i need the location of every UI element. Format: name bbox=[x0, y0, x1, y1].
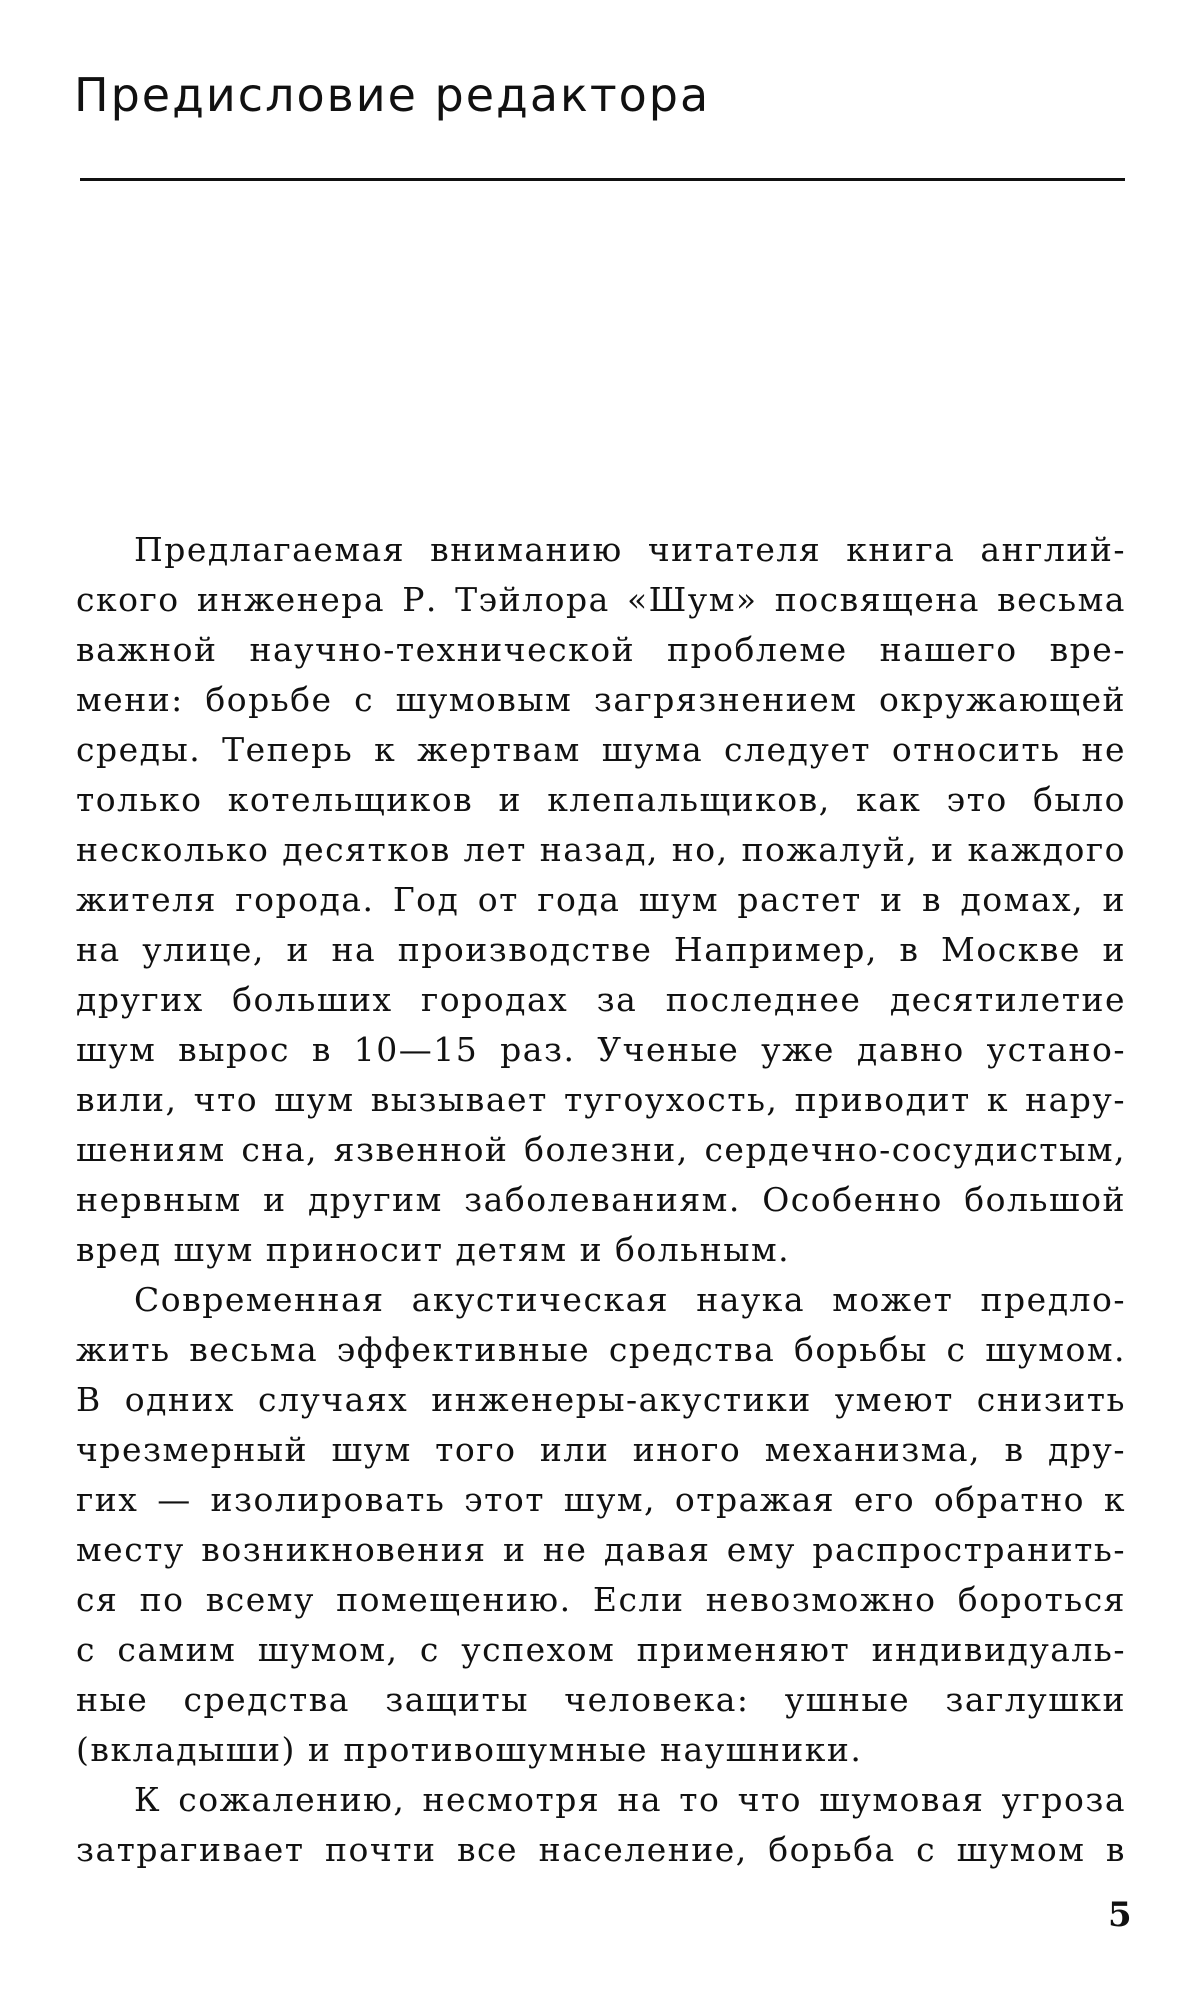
page-number: 5 bbox=[1108, 1895, 1132, 1935]
text-line: шум вырос в 10—15 раз. Ученые уже давно устано- bbox=[76, 1030, 1126, 1069]
text-line: вили, что шум вызывает тугоухость, приводит к нару- bbox=[76, 1080, 1126, 1119]
page-title: Предисловие редактора bbox=[74, 68, 711, 122]
text-line: В одних случаях инженеры-акустики умеют снизить bbox=[76, 1380, 1126, 1419]
text-line: гих — изолировать этот шум, отражая его обратно к bbox=[76, 1480, 1126, 1519]
text-line: других больших городах за последнее десятилетие bbox=[76, 980, 1126, 1019]
text-line: затрагивает почти все население, борьба с шумом в bbox=[76, 1830, 1126, 1869]
text-line: ся по всему помещению. Если невозможно бороться bbox=[76, 1580, 1126, 1619]
text-line: Предлагаемая вниманию читателя книга англий- bbox=[134, 530, 1126, 569]
text-line: с самим шумом, с успехом применяют индивидуаль- bbox=[76, 1630, 1126, 1669]
text-line: ные средства защиты человека: ушные заглушки bbox=[76, 1680, 1126, 1719]
text-line: чрезмерный шум того или иного механизма, в дру- bbox=[76, 1430, 1126, 1469]
text-line: ского инженера Р. Тэйлора «Шум» посвящена весьма bbox=[76, 580, 1126, 619]
text-line: жить весьма эффективные средства борьбы с шумом. bbox=[76, 1330, 1126, 1369]
paragraph-2 bbox=[76, 1275, 1126, 1775]
text-line: (вкладыши) и противошумные наушники. bbox=[76, 1730, 863, 1769]
text-line: только котельщиков и клепальщиков, как это было bbox=[76, 780, 1126, 819]
paragraph-1 bbox=[76, 525, 1126, 1275]
text-line: мени: борьбе с шумовым загрязнением окружающей bbox=[76, 680, 1126, 719]
paragraph-3 bbox=[76, 1775, 1126, 1875]
body-text bbox=[76, 525, 1126, 1875]
text-line: нервным и другим заболеваниям. Особенно большой bbox=[76, 1180, 1126, 1219]
text-line: шениям сна, язвенной болезни, сердечно-сосудистым, bbox=[76, 1130, 1126, 1169]
text-line: вред шум приносит детям и больным. bbox=[76, 1230, 791, 1269]
text-line: Современная акустическая наука может предло- bbox=[134, 1280, 1126, 1319]
text-line: месту возникновения и не давая ему распространить- bbox=[76, 1530, 1126, 1569]
text-line: важной научно-технической проблеме нашего вре- bbox=[76, 630, 1126, 669]
text-line: К сожалению, несмотря на то что шумовая угроза bbox=[134, 1780, 1126, 1819]
title-rule bbox=[80, 178, 1125, 181]
text-line: среды. Теперь к жертвам шума следует относить не bbox=[76, 730, 1126, 769]
text-line: на улице, и на производстве Например, в Москве и bbox=[76, 930, 1126, 969]
text-line: несколько десятков лет назад, но, пожалуй, и каждого bbox=[76, 830, 1126, 869]
text-line: жителя города. Год от года шум растет и в домах, и bbox=[76, 880, 1126, 919]
